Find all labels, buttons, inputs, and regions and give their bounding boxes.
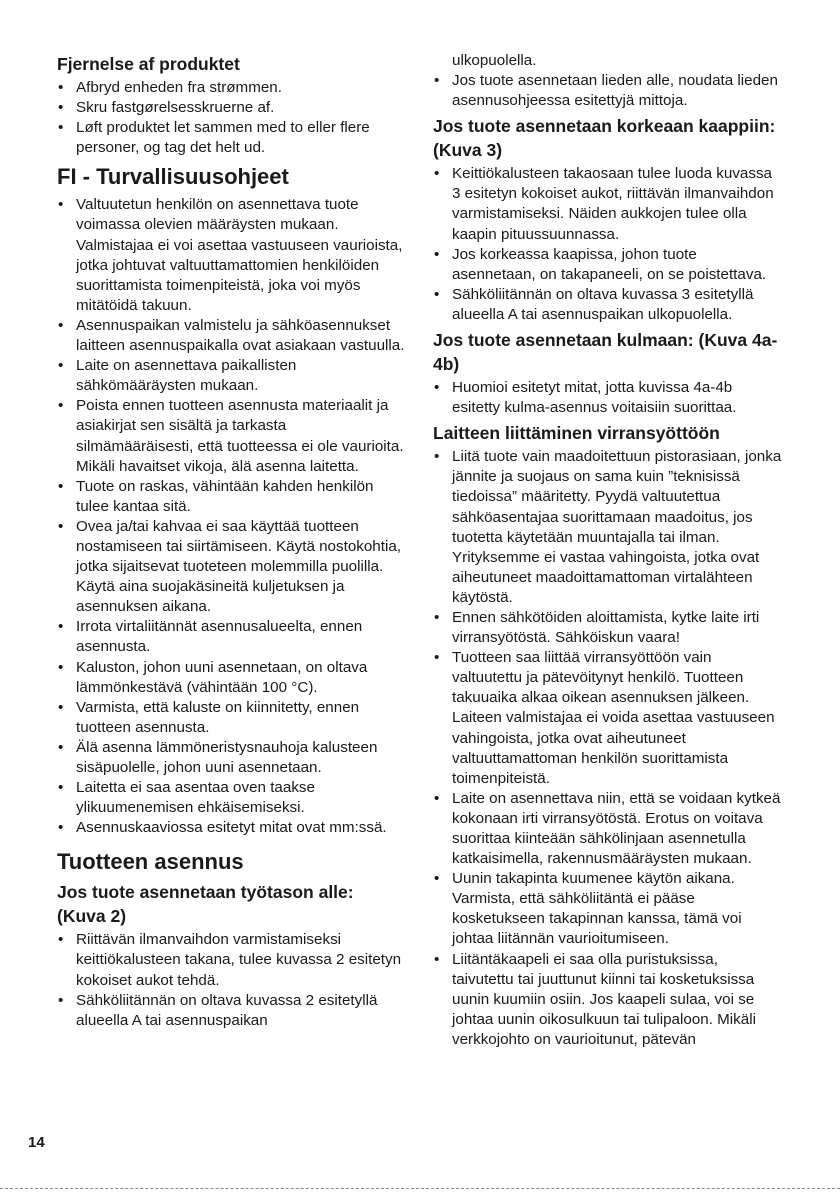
subheading-power-connection: Laitteen liittäminen virransyöttöön [433, 423, 720, 444]
list-item: • Asennuskaaviossa esitetyt mitat ovat mm:ssä. [57, 818, 407, 838]
list-item: • Poista ennen tuotteen asennusta materiaalit ja asiakirjat sen sisältä ja tarkasta silmämääräisesti, että tuotteessa ei ole vaurioita. Mikäli havaitset vikoja, älä asenna laitetta. [57, 396, 407, 476]
bottom-divider [0, 1188, 840, 1189]
list-item: • Tuote on raskas, vähintään kahden henkilön tulee kantaa sitä. [57, 477, 407, 517]
list-item: • Huomioi esitetyt mitat, jotta kuvissa 4a-4b esitetty kulma-asennus voitaisiin suorittaa. [433, 378, 783, 418]
list-item: • Ennen sähkötöiden aloittamista, kytke laite irti virransyötöstä. Sähköiskun vaara! [433, 608, 783, 648]
list-item: • Ovea ja/tai kahvaa ei saa käyttää tuotteen nostamiseen tai siirtämiseen. Käytä nostokohtia, jotka sijaitsevat tuoteteen molemmilla puolilla. Käytä aina suojakäsineitä kuljetuksen ja asennuksen aikana. [57, 517, 407, 617]
left-column [57, 52, 407, 1034]
continued-list [433, 51, 783, 111]
list-item: • Kaluston, johon uuni asennetaan, on oltava lämmönkestävä (vähintään 100 °C). [57, 658, 407, 698]
list-item: • Sähköliitännän on oltava kuvassa 2 esitetyllä alueella A tai asennuspaikan [57, 991, 407, 1031]
subheading-corner: Jos tuote asennetaan kulmaan: (Kuva 4a-4b) [433, 330, 778, 375]
right-column [433, 51, 783, 1053]
under-worktop-list [57, 930, 407, 1030]
removal-list [57, 78, 407, 158]
list-item: • Jos korkeassa kaapissa, johon tuote asennetaan, on takapaneeli, on se poistettava. [433, 245, 783, 285]
subheading-tall-cabinet: Jos tuote asennetaan korkeaan kaappiin: (Kuva 3) [433, 116, 776, 161]
list-item: • Afbryd enheden fra strømmen. [57, 78, 407, 98]
list-item: • Uunin takapinta kuumenee käytön aikana. Varmista, että sähköliitäntä ei pääse kosketukseen takapinnan kanssa, tämä voi johtaa liitännän vaurioitumiseen. [433, 869, 783, 949]
section-heading-installation: Tuotteen asennus [57, 849, 244, 875]
section-heading-safety: FI - Turvallisuusohjeet [57, 164, 289, 190]
list-item: • Løft produktet let sammen med to eller flere personer, og tag det helt ud. [57, 118, 407, 158]
subheading-under-worktop: Jos tuote asennetaan työtason alle: (Kuva 2) [57, 882, 354, 927]
list-item: • Jos tuote asennetaan lieden alle, noudata lieden asennusohjeessa esitettyjä mittoja. [433, 71, 783, 111]
list-item: • Liitäntäkaapeli ei saa olla puristuksissa, taivutettu tai juuttunut kiinni tai kosketuksissa uunin kuumiin osiin. Jos kaapeli sulaa, voi se johtaa uunin oikosulkuun tai tulipaloon. Mikäli verkkojohto on vaurioitunut, pätevän [433, 950, 783, 1050]
list-item-continuation: ulkopuolella. [452, 52, 537, 69]
power-connection-list [433, 447, 783, 1050]
list-item: • Varmista, että kaluste on kiinnitetty, ennen tuotteen asennusta. [57, 698, 407, 738]
list-item: • Irrota virtaliitännät asennusalueelta, ennen asennusta. [57, 617, 407, 657]
list-item: • Asennuspaikan valmistelu ja sähköasennukset laitteen asennuspaikalla ovat asiakaan vastuulla. [57, 316, 407, 356]
corner-list [433, 378, 783, 418]
page-number: 14 [28, 1134, 45, 1151]
list-item: • Keittiökalusteen takaosaan tulee luoda kuvassa 3 esitetyn kokoiset aukot, riittävän ilmanvaihdon varmistamiseksi. Näiden aukkojen tulee olla kaapin pituussuunnassa. [433, 164, 783, 244]
safety-list [57, 195, 407, 838]
list-item: • Riittävän ilmanvaihdon varmistamiseksi keittiökalusteen takana, tulee kuvassa 2 esitetyn kokoiset aukot tehdä. [57, 930, 407, 990]
list-item: • Laite on asennettava paikallisten sähkömääräysten mukaan. [57, 356, 407, 396]
tall-cabinet-list [433, 164, 783, 325]
list-item: • Älä asenna lämmöneristysnauhoja kalusteen sisäpuolelle, johon uuni asennetaan. [57, 738, 407, 778]
list-item: • Laitetta ei saa asentaa oven taakse ylikuumenemisen ehkäisemiseksi. [57, 778, 407, 818]
list-item: • Laite on asennettava niin, että se voidaan kytkeä kokonaan irti virransyötöstä. Erotus on voitava suorittaa kiinteään sähkölinjaan asennetulla katkaisimella, rakennusmääräysten mukaan. [433, 789, 783, 869]
list-item: • Skru fastgørelsesskruerne af. [57, 98, 407, 118]
list-item: • Liitä tuote vain maadoitettuun pistorasiaan, jonka jännite ja suojaus on sama kuin ”teknisissä tiedoissa” määritetty. Pyydä valtuutettua sähköasentajaa suorittamaan maadoitus, jos tuotetta käytetään muuntajalla tai ilman. Yrityksemme ei vastaa vahingoista, jotka ovat aiheutuneet maadoittamattoman virtalähteen käytöstä. [433, 447, 783, 608]
list-item: • Valtuutetun henkilön on asennettava tuote voimassa olevien määräysten mukaan. Valmistajaa ei voi asettaa vastuuseen vaurioista, jotka johtuvat valtuuttamattomien henkilöiden suorittamista toimenpiteistä, joka voi myös mitätöidä takuun. [57, 195, 407, 316]
list-item: • Sähköliitännän on oltava kuvassa 3 esitetyllä alueella A tai asennuspaikan ulkopuolella. [433, 285, 783, 325]
list-item: • Tuotteen saa liittää virransyöttöön vain valtuutettu ja pätevöitynyt henkilö. Tuotteen takuuaika alkaa oikean asennuksen jälkeen. Laiteen valmistajaa ei voida asettaa vastuuseen vahingoista, jotka ovat aiheutuneet valtuuttamattoman henkilön suorittamista toimenpiteistä. [433, 648, 783, 789]
section-heading-removal: Fjernelse af produktet [57, 54, 240, 74]
